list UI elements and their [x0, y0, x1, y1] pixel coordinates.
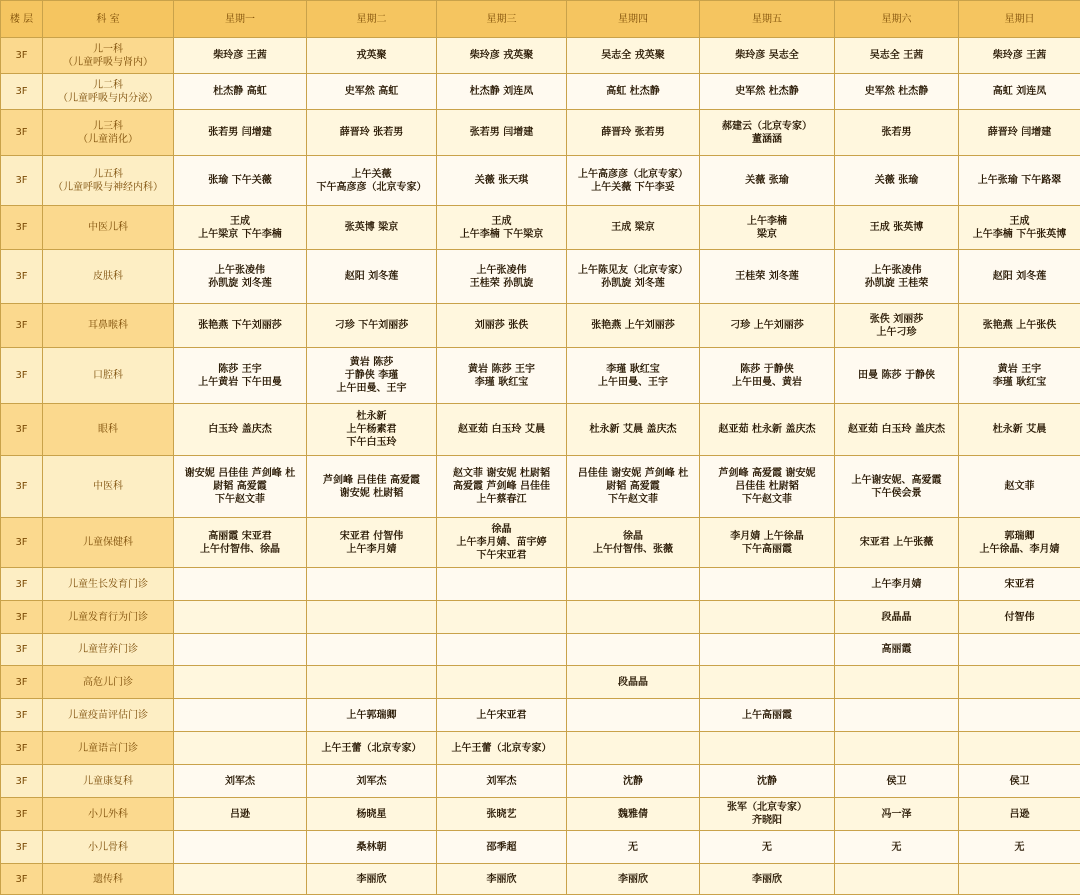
- doctor-schedule-cell: 侯卫: [959, 765, 1080, 798]
- doctor-schedule-cell: 上午王蕾（北京专家）: [437, 732, 567, 765]
- doctor-schedule-cell: 杨晓星: [307, 798, 437, 831]
- doctor-schedule-cell: [959, 699, 1080, 732]
- department-cell: 儿童生长发育门诊: [43, 568, 174, 601]
- doctor-schedule-cell: 张佚 刘丽莎 上午刁珍: [835, 304, 959, 348]
- doctor-schedule-cell: 赵阳 刘冬莲: [307, 250, 437, 304]
- doctor-schedule-cell: 上午张凌伟 王桂荣 孙凯旋: [437, 250, 567, 304]
- doctor-schedule-cell: 吴志全 王茜: [835, 38, 959, 74]
- department-cell: 口腔科: [43, 348, 174, 404]
- floor-cell: 3F: [1, 206, 43, 250]
- table-row: [1, 831, 1080, 864]
- table-row: [1, 864, 1080, 895]
- doctor-schedule-cell: 赵亚茹 白玉玲 盖庆杰: [835, 404, 959, 456]
- department-cell: 高危儿门诊: [43, 666, 174, 699]
- header-day-tue: 星期二: [307, 1, 437, 38]
- floor-cell: 3F: [1, 74, 43, 110]
- doctor-schedule-cell: 段晶晶: [567, 666, 700, 699]
- doctor-schedule-cell: 薛晋玲 张若男: [307, 110, 437, 156]
- department-cell: 小儿外科: [43, 798, 174, 831]
- department-cell: 眼科: [43, 404, 174, 456]
- doctor-schedule-cell: 田曼 陈莎 于静侠: [835, 348, 959, 404]
- doctor-schedule-cell: 黄岩 陈莎 于静侠 李瑾 上午田曼、王宇: [307, 348, 437, 404]
- floor-cell: 3F: [1, 348, 43, 404]
- doctor-schedule-cell: 史军然 杜杰静: [700, 74, 835, 110]
- table-row: [1, 518, 1080, 568]
- floor-cell: 3F: [1, 404, 43, 456]
- floor-cell: 3F: [1, 518, 43, 568]
- doctor-schedule-cell: 上午张凌伟 孙凯旋 刘冬莲: [174, 250, 307, 304]
- doctor-schedule-cell: [174, 699, 307, 732]
- doctor-schedule-cell: [307, 634, 437, 666]
- doctor-schedule-cell: 刁珍 下午刘丽莎: [307, 304, 437, 348]
- doctor-schedule-cell: [174, 568, 307, 601]
- doctor-schedule-cell: 白玉玲 盖庆杰: [174, 404, 307, 456]
- department-cell: 儿童营养门诊: [43, 634, 174, 666]
- doctor-schedule-cell: 张艳燕 下午刘丽莎: [174, 304, 307, 348]
- doctor-schedule-cell: 李丽欣: [700, 864, 835, 895]
- doctor-schedule-cell: 张艳燕 上午刘丽莎: [567, 304, 700, 348]
- doctor-schedule-cell: 上午郭瑞卿: [307, 699, 437, 732]
- doctor-schedule-cell: 关薇 张天琪: [437, 156, 567, 206]
- department-cell: 小儿骨科: [43, 831, 174, 864]
- doctor-schedule-cell: 王桂荣 刘冬莲: [700, 250, 835, 304]
- doctor-schedule-cell: [835, 864, 959, 895]
- doctor-schedule-cell: [174, 864, 307, 895]
- doctor-schedule-cell: 吕佳佳 谢安妮 芦剑峰 杜 尉韬 高爱霞 下午赵文菲: [567, 456, 700, 518]
- doctor-schedule-cell: 赵阳 刘冬莲: [959, 250, 1080, 304]
- doctor-schedule-cell: 郭瑞卿 上午徐晶、李月婧: [959, 518, 1080, 568]
- table-row: [1, 456, 1080, 518]
- header-day-sun: 星期日: [959, 1, 1080, 38]
- doctor-schedule-cell: 戎英聚: [307, 38, 437, 74]
- header-day-sat: 星期六: [835, 1, 959, 38]
- doctor-schedule-cell: 吴志全 戎英聚: [567, 38, 700, 74]
- doctor-schedule-cell: 沈静: [700, 765, 835, 798]
- table-row: [1, 601, 1080, 634]
- doctor-schedule-cell: 刘军杰: [174, 765, 307, 798]
- doctor-schedule-cell: 冯一泽: [835, 798, 959, 831]
- doctor-schedule-cell: 吕逊: [174, 798, 307, 831]
- doctor-schedule-cell: 王成 梁京: [567, 206, 700, 250]
- floor-cell: 3F: [1, 765, 43, 798]
- doctor-schedule-cell: 上午李月婧: [835, 568, 959, 601]
- doctor-schedule-cell: [437, 601, 567, 634]
- header-day-mon: 星期一: [174, 1, 307, 38]
- department-cell: 儿童保健科: [43, 518, 174, 568]
- doctor-schedule-cell: 李丽欣: [307, 864, 437, 895]
- doctor-schedule-cell: [174, 732, 307, 765]
- department-cell: 儿五科 （儿童呼吸与神经内科）: [43, 156, 174, 206]
- doctor-schedule-cell: 无: [567, 831, 700, 864]
- floor-cell: 3F: [1, 732, 43, 765]
- table-row: [1, 348, 1080, 404]
- doctor-schedule-cell: 上午李楠 梁京: [700, 206, 835, 250]
- doctor-schedule-cell: 李丽欣: [437, 864, 567, 895]
- doctor-schedule-cell: 李月婧 上午徐晶 下午高丽霞: [700, 518, 835, 568]
- table-row: [1, 110, 1080, 156]
- doctor-schedule-cell: 刘军杰: [437, 765, 567, 798]
- table-row: [1, 304, 1080, 348]
- doctor-schedule-cell: 无: [700, 831, 835, 864]
- header-day-fri: 星期五: [700, 1, 835, 38]
- doctor-schedule-cell: 王成 上午梁京 下午李楠: [174, 206, 307, 250]
- doctor-schedule-cell: 赵文菲: [959, 456, 1080, 518]
- department-cell: 中医科: [43, 456, 174, 518]
- doctor-schedule-cell: 刘丽莎 张佚: [437, 304, 567, 348]
- doctor-schedule-cell: [437, 666, 567, 699]
- doctor-schedule-cell: [174, 831, 307, 864]
- table-row: [1, 38, 1080, 74]
- floor-cell: 3F: [1, 156, 43, 206]
- table-row: [1, 798, 1080, 831]
- doctor-schedule-cell: [835, 699, 959, 732]
- doctor-schedule-cell: 刘军杰: [307, 765, 437, 798]
- doctor-schedule-cell: 黄岩 王宇 李瑾 耿红宝: [959, 348, 1080, 404]
- doctor-schedule-cell: [307, 666, 437, 699]
- table-row: [1, 699, 1080, 732]
- header-dept: 科 室: [43, 1, 174, 38]
- table-row: [1, 765, 1080, 798]
- floor-cell: 3F: [1, 568, 43, 601]
- department-cell: 儿童疫苗评估门诊: [43, 699, 174, 732]
- doctor-schedule-cell: [174, 666, 307, 699]
- header-row: [1, 1, 1080, 38]
- doctor-schedule-cell: 段晶晶: [835, 601, 959, 634]
- doctor-schedule-cell: 张若男 闫增建: [437, 110, 567, 156]
- doctor-schedule-cell: 芦剑峰 高爱霞 谢安妮 吕佳佳 杜尉韬 下午赵文菲: [700, 456, 835, 518]
- doctor-schedule-cell: [700, 634, 835, 666]
- doctor-schedule-cell: 高丽霞 宋亚君 上午付智伟、徐晶: [174, 518, 307, 568]
- doctor-schedule-cell: [567, 732, 700, 765]
- doctor-schedule-cell: 杜杰静 高虹: [174, 74, 307, 110]
- table-row: [1, 666, 1080, 699]
- table-row: [1, 250, 1080, 304]
- doctor-schedule-cell: 杜永新 艾晨 盖庆杰: [567, 404, 700, 456]
- header-floor: 楼 层: [1, 1, 43, 38]
- doctor-schedule-cell: 杜永新 艾晨: [959, 404, 1080, 456]
- floor-cell: 3F: [1, 634, 43, 666]
- doctor-schedule-cell: 杜永新 上午杨素君 下午白玉玲: [307, 404, 437, 456]
- table-row: [1, 404, 1080, 456]
- doctor-schedule-cell: [700, 666, 835, 699]
- doctor-schedule-cell: 宋亚君 上午张薇: [835, 518, 959, 568]
- doctor-schedule-cell: [700, 601, 835, 634]
- doctor-schedule-cell: 无: [835, 831, 959, 864]
- department-cell: 儿童康复科: [43, 765, 174, 798]
- floor-cell: 3F: [1, 798, 43, 831]
- department-cell: 儿二科 （儿童呼吸与内分泌）: [43, 74, 174, 110]
- doctor-schedule-cell: [959, 732, 1080, 765]
- doctor-schedule-cell: 高虹 杜杰静: [567, 74, 700, 110]
- doctor-schedule-cell: 宋亚君 付智伟 上午李月婧: [307, 518, 437, 568]
- doctor-schedule-cell: 杜杰静 刘连凤: [437, 74, 567, 110]
- doctor-schedule-cell: [567, 568, 700, 601]
- doctor-schedule-cell: 上午关薇 下午高彦彦（北京专家）: [307, 156, 437, 206]
- doctor-schedule-cell: [835, 732, 959, 765]
- header-day-wed: 星期三: [437, 1, 567, 38]
- department-cell: 儿一科 （儿童呼吸与肾内）: [43, 38, 174, 74]
- table-row: [1, 634, 1080, 666]
- doctor-schedule-cell: 上午高彦彦（北京专家） 上午关薇 下午李妥: [567, 156, 700, 206]
- doctor-schedule-cell: [959, 864, 1080, 895]
- doctor-schedule-cell: 李丽欣: [567, 864, 700, 895]
- table-row: [1, 156, 1080, 206]
- doctor-schedule-cell: 王成 上午李楠 下午梁京: [437, 206, 567, 250]
- doctor-schedule-cell: 关薇 张瑜: [835, 156, 959, 206]
- doctor-schedule-cell: 柴玲彦 王茜: [959, 38, 1080, 74]
- department-cell: 儿童发育行为门诊: [43, 601, 174, 634]
- department-cell: 皮肤科: [43, 250, 174, 304]
- doctor-schedule-cell: 关薇 张瑜: [700, 156, 835, 206]
- department-cell: 儿童语言门诊: [43, 732, 174, 765]
- doctor-schedule-cell: [700, 732, 835, 765]
- doctor-schedule-cell: 上午高丽霞: [700, 699, 835, 732]
- department-cell: 儿三科 （儿童消化）: [43, 110, 174, 156]
- doctor-schedule-cell: [567, 699, 700, 732]
- doctor-schedule-cell: 柴玲彦 吴志全: [700, 38, 835, 74]
- doctor-schedule-cell: 柴玲彦 王茜: [174, 38, 307, 74]
- doctor-schedule-cell: [437, 568, 567, 601]
- doctor-schedule-cell: [307, 568, 437, 601]
- doctor-schedule-cell: 无: [959, 831, 1080, 864]
- doctor-schedule-cell: 史军然 高虹: [307, 74, 437, 110]
- doctor-schedule-cell: 张艳燕 上午张佚: [959, 304, 1080, 348]
- doctor-schedule-cell: 上午王蕾（北京专家）: [307, 732, 437, 765]
- doctor-schedule-cell: 高虹 刘连凤: [959, 74, 1080, 110]
- doctor-schedule-cell: 张若男: [835, 110, 959, 156]
- table-row: [1, 732, 1080, 765]
- doctor-schedule-cell: 付智伟: [959, 601, 1080, 634]
- floor-cell: 3F: [1, 250, 43, 304]
- doctor-schedule-cell: [437, 634, 567, 666]
- doctor-schedule-cell: 徐晶 上午付智伟、张薇: [567, 518, 700, 568]
- doctor-schedule-cell: 芦剑峰 吕佳佳 高爱霞 谢安妮 杜尉韬: [307, 456, 437, 518]
- doctor-schedule-cell: 郝建云（北京专家） 董涵涵: [700, 110, 835, 156]
- floor-cell: 3F: [1, 456, 43, 518]
- doctor-schedule-cell: 刁珍 上午刘丽莎: [700, 304, 835, 348]
- doctor-schedule-cell: 宋亚君: [959, 568, 1080, 601]
- doctor-schedule-cell: [835, 666, 959, 699]
- doctor-schedule-cell: 赵亚茹 杜永新 盖庆杰: [700, 404, 835, 456]
- doctor-schedule-cell: 柴玲彦 戎英聚: [437, 38, 567, 74]
- doctor-schedule-cell: 张若男 闫增建: [174, 110, 307, 156]
- doctor-schedule-cell: [959, 634, 1080, 666]
- floor-cell: 3F: [1, 110, 43, 156]
- floor-cell: 3F: [1, 831, 43, 864]
- doctor-schedule-cell: 张英博 梁京: [307, 206, 437, 250]
- doctor-schedule-cell: 王成 上午李楠 下午张英博: [959, 206, 1080, 250]
- doctor-schedule-cell: 上午谢安妮、高爱霞 下午侯会景: [835, 456, 959, 518]
- doctor-schedule-cell: 张瑜 下午关薇: [174, 156, 307, 206]
- table-row: [1, 206, 1080, 250]
- doctor-schedule-cell: 上午宋亚君: [437, 699, 567, 732]
- doctor-schedule-cell: 邵季超: [437, 831, 567, 864]
- doctor-schedule-cell: 上午陈见友（北京专家） 孙凯旋 刘冬莲: [567, 250, 700, 304]
- floor-cell: 3F: [1, 38, 43, 74]
- table-row: [1, 568, 1080, 601]
- doctor-schedule-cell: 谢安妮 吕佳佳 芦剑峰 杜 尉韬 高爱霞 下午赵文菲: [174, 456, 307, 518]
- floor-cell: 3F: [1, 666, 43, 699]
- doctor-schedule-cell: 徐晶 上午李月婧、苗宇婷 下午宋亚君: [437, 518, 567, 568]
- doctor-schedule-cell: 张军（北京专家） 齐晓阳: [700, 798, 835, 831]
- doctor-schedule-cell: 李瑾 耿红宝 上午田曼、王宇: [567, 348, 700, 404]
- doctor-schedule-cell: 侯卫: [835, 765, 959, 798]
- doctor-schedule-cell: 王成 张英博: [835, 206, 959, 250]
- doctor-schedule-cell: 上午张瑜 下午路翠: [959, 156, 1080, 206]
- doctor-schedule-cell: 张晓艺: [437, 798, 567, 831]
- doctor-schedule-cell: [307, 601, 437, 634]
- doctor-schedule-cell: [567, 634, 700, 666]
- doctor-schedule-cell: [174, 634, 307, 666]
- doctor-schedule-cell: 黄岩 陈莎 王宇 李瑾 耿红宝: [437, 348, 567, 404]
- doctor-schedule-cell: 陈莎 王宇 上午黄岩 下午田曼: [174, 348, 307, 404]
- department-cell: 中医儿科: [43, 206, 174, 250]
- header-day-thu: 星期四: [567, 1, 700, 38]
- doctor-schedule-cell: 桑林朝: [307, 831, 437, 864]
- doctor-schedule-cell: [567, 601, 700, 634]
- floor-cell: 3F: [1, 601, 43, 634]
- doctor-schedule-cell: 高丽霞: [835, 634, 959, 666]
- doctor-schedule-cell: 上午张凌伟 孙凯旋 王桂荣: [835, 250, 959, 304]
- floor-cell: 3F: [1, 699, 43, 732]
- doctor-schedule-cell: [174, 601, 307, 634]
- department-cell: 遗传科: [43, 864, 174, 895]
- doctor-schedule-cell: 赵文菲 谢安妮 杜尉韬 高爱霞 芦剑峰 吕佳佳 上午蔡春江: [437, 456, 567, 518]
- department-cell: 耳鼻喉科: [43, 304, 174, 348]
- doctor-schedule-cell: 魏雅倩: [567, 798, 700, 831]
- doctor-schedule-cell: [700, 568, 835, 601]
- doctor-schedule-cell: 沈静: [567, 765, 700, 798]
- floor-cell: 3F: [1, 304, 43, 348]
- doctor-schedule-cell: [959, 666, 1080, 699]
- table-row: [1, 74, 1080, 110]
- doctor-schedule-cell: 薛晋玲 张若男: [567, 110, 700, 156]
- doctor-schedule-cell: 吕逊: [959, 798, 1080, 831]
- doctor-schedule-cell: 赵亚茹 白玉玲 艾晨: [437, 404, 567, 456]
- floor-cell: 3F: [1, 864, 43, 895]
- doctor-schedule-cell: 史军然 杜杰静: [835, 74, 959, 110]
- doctor-schedule-cell: 陈莎 于静侠 上午田曼、黄岩: [700, 348, 835, 404]
- doctor-schedule-cell: 薛晋玲 闫增建: [959, 110, 1080, 156]
